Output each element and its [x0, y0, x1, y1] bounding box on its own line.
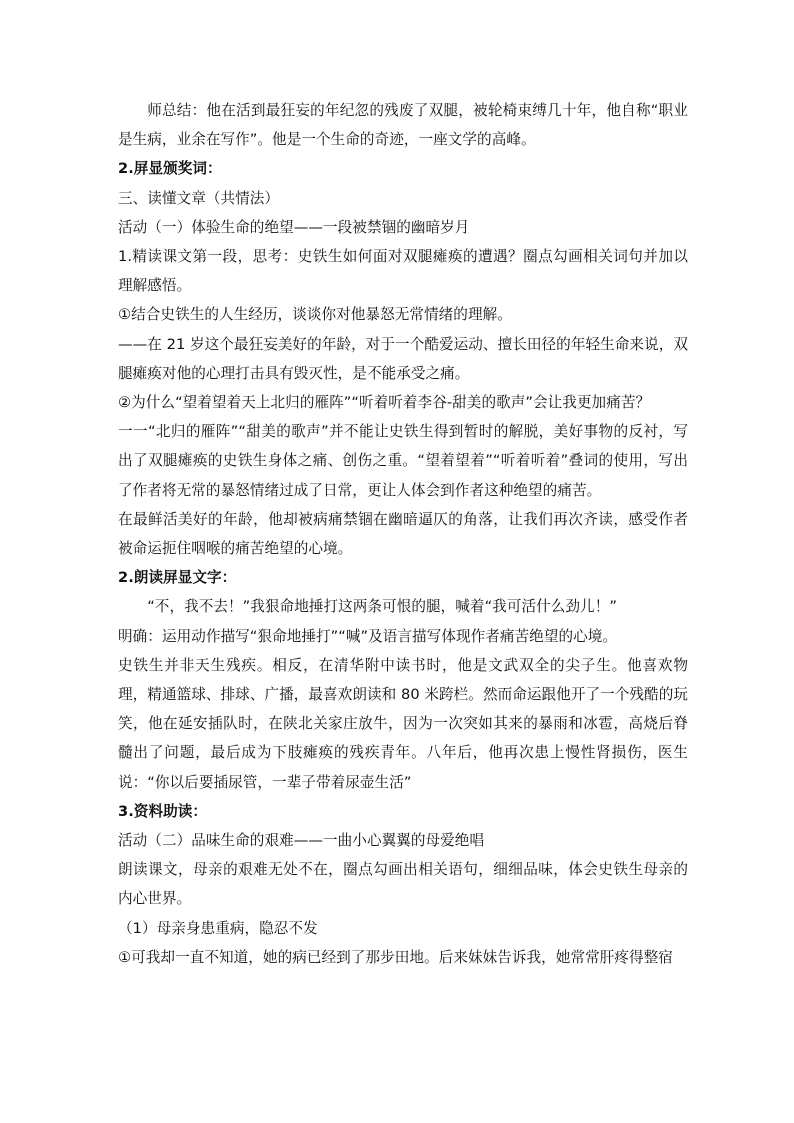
close-reading-question-paragraph: 1.精读课文第一段，思考：史铁生如何面对双腿瘫痪的遭遇？圈点勾画相关词句并加以理解感悟。 [118, 248, 688, 295]
answer-two-paragraph: 一一“北归的雁阵”“甜美的歌声”并不能让史铁生得到暂时的解脱，美好事物的反衬，写出了双腿瘫痪的史铁生身体之痛、创伤之重。“望着望着”“听着听着”叠词的使用，写出了作者将无常的暴怒情绪过成了日常，更让人体会到作者这种绝望的痛苦。 [118, 423, 688, 499]
activity-one-heading: 活动（一）体验生命的绝望——一段被禁锢的幽暗岁月 [118, 218, 470, 236]
question-two-paragraph: ②为什么“望着望着天上北归的雁阵”“听着听着李谷-甜美的歌声”会让我更加痛苦？ [118, 394, 651, 412]
clarification-paragraph: 明确：运用动作描写“狠命地捶打”“喊”及语言描写体现作者痛苦绝望的心境。 [118, 627, 618, 645]
screen-award-speech-heading: 2.屏显颁奖词： [118, 160, 222, 178]
quoted-text-paragraph: “不，我不去！”我狠命地捶打这两条可恨的腿，喊着“我可活什么劲儿！” [147, 598, 617, 616]
read-screen-text-heading: 2.朗读屏显文字： [118, 569, 237, 587]
document-page [118, 96, 688, 972]
teacher-summary-paragraph: 师总结：他在活到最狂妄的年纪忽的残废了双腿，被轮椅束缚几十年，他自称“职业是生病，业余在写作”。他是一个生命的奇迹，一座文学的高峰。 [118, 102, 688, 149]
activity-two-heading: 活动（二）品味生命的艰难——一曲小心翼翼的母爱绝唱 [118, 832, 485, 850]
biography-paragraph: 史铁生并非天生残疾。相反，在清华附中读书时，他是文武双全的尖子生。他喜欢物理，精通篮球、排球、广播，最喜欢朗读和 80 米跨栏。然而命运跟他开了一个残酷的玩笑，他在延安插队时，在陕北关家庄放牛，因为一次突如其来的暴雨和冰雹，高烧后脊髓出了问题，最后成为下肢瘫痪的残疾青年。八年后，他再次患上慢性肾损伤，医生说：“你以后要插尿管，一辈子带着尿壶生活” [118, 656, 688, 791]
question-one-paragraph: ①结合史铁生的人生经历，谈谈你对他暴怒无常情绪的理解。 [118, 306, 512, 324]
section-heading-understand-article: 三、读懂文章（共情法） [118, 189, 280, 207]
subpoint-one-heading: （1）母亲身患重病，隐忍不发 [118, 919, 318, 937]
reference-material-heading: 3.资料助读： [118, 802, 208, 820]
answer-one-paragraph: ——在 21 岁这个最狂妄美好的年龄，对于一个酷爱运动、擅长田径的年轻生命来说，双腿瘫痪对他的心理打击具有毁灭性，是不能承受之痛。 [118, 335, 688, 382]
group-reading-paragraph: 在最鲜活美好的年龄，他却被病痛禁锢在幽暗逼仄的角落，让我们再次齐读，感受作者被命运扼住咽喉的痛苦绝望的心境。 [118, 510, 688, 558]
reading-instruction-paragraph: 朗读课文，母亲的艰难无处不在，圈点勾画出相关语句，细细品味，体会史铁生母亲的内心世界。 [118, 861, 688, 908]
final-excerpt-paragraph: ①可我却一直不知道，她的病已经到了那步田地。后来妹妹告诉我，她常常肝疼得整宿 [118, 948, 673, 966]
